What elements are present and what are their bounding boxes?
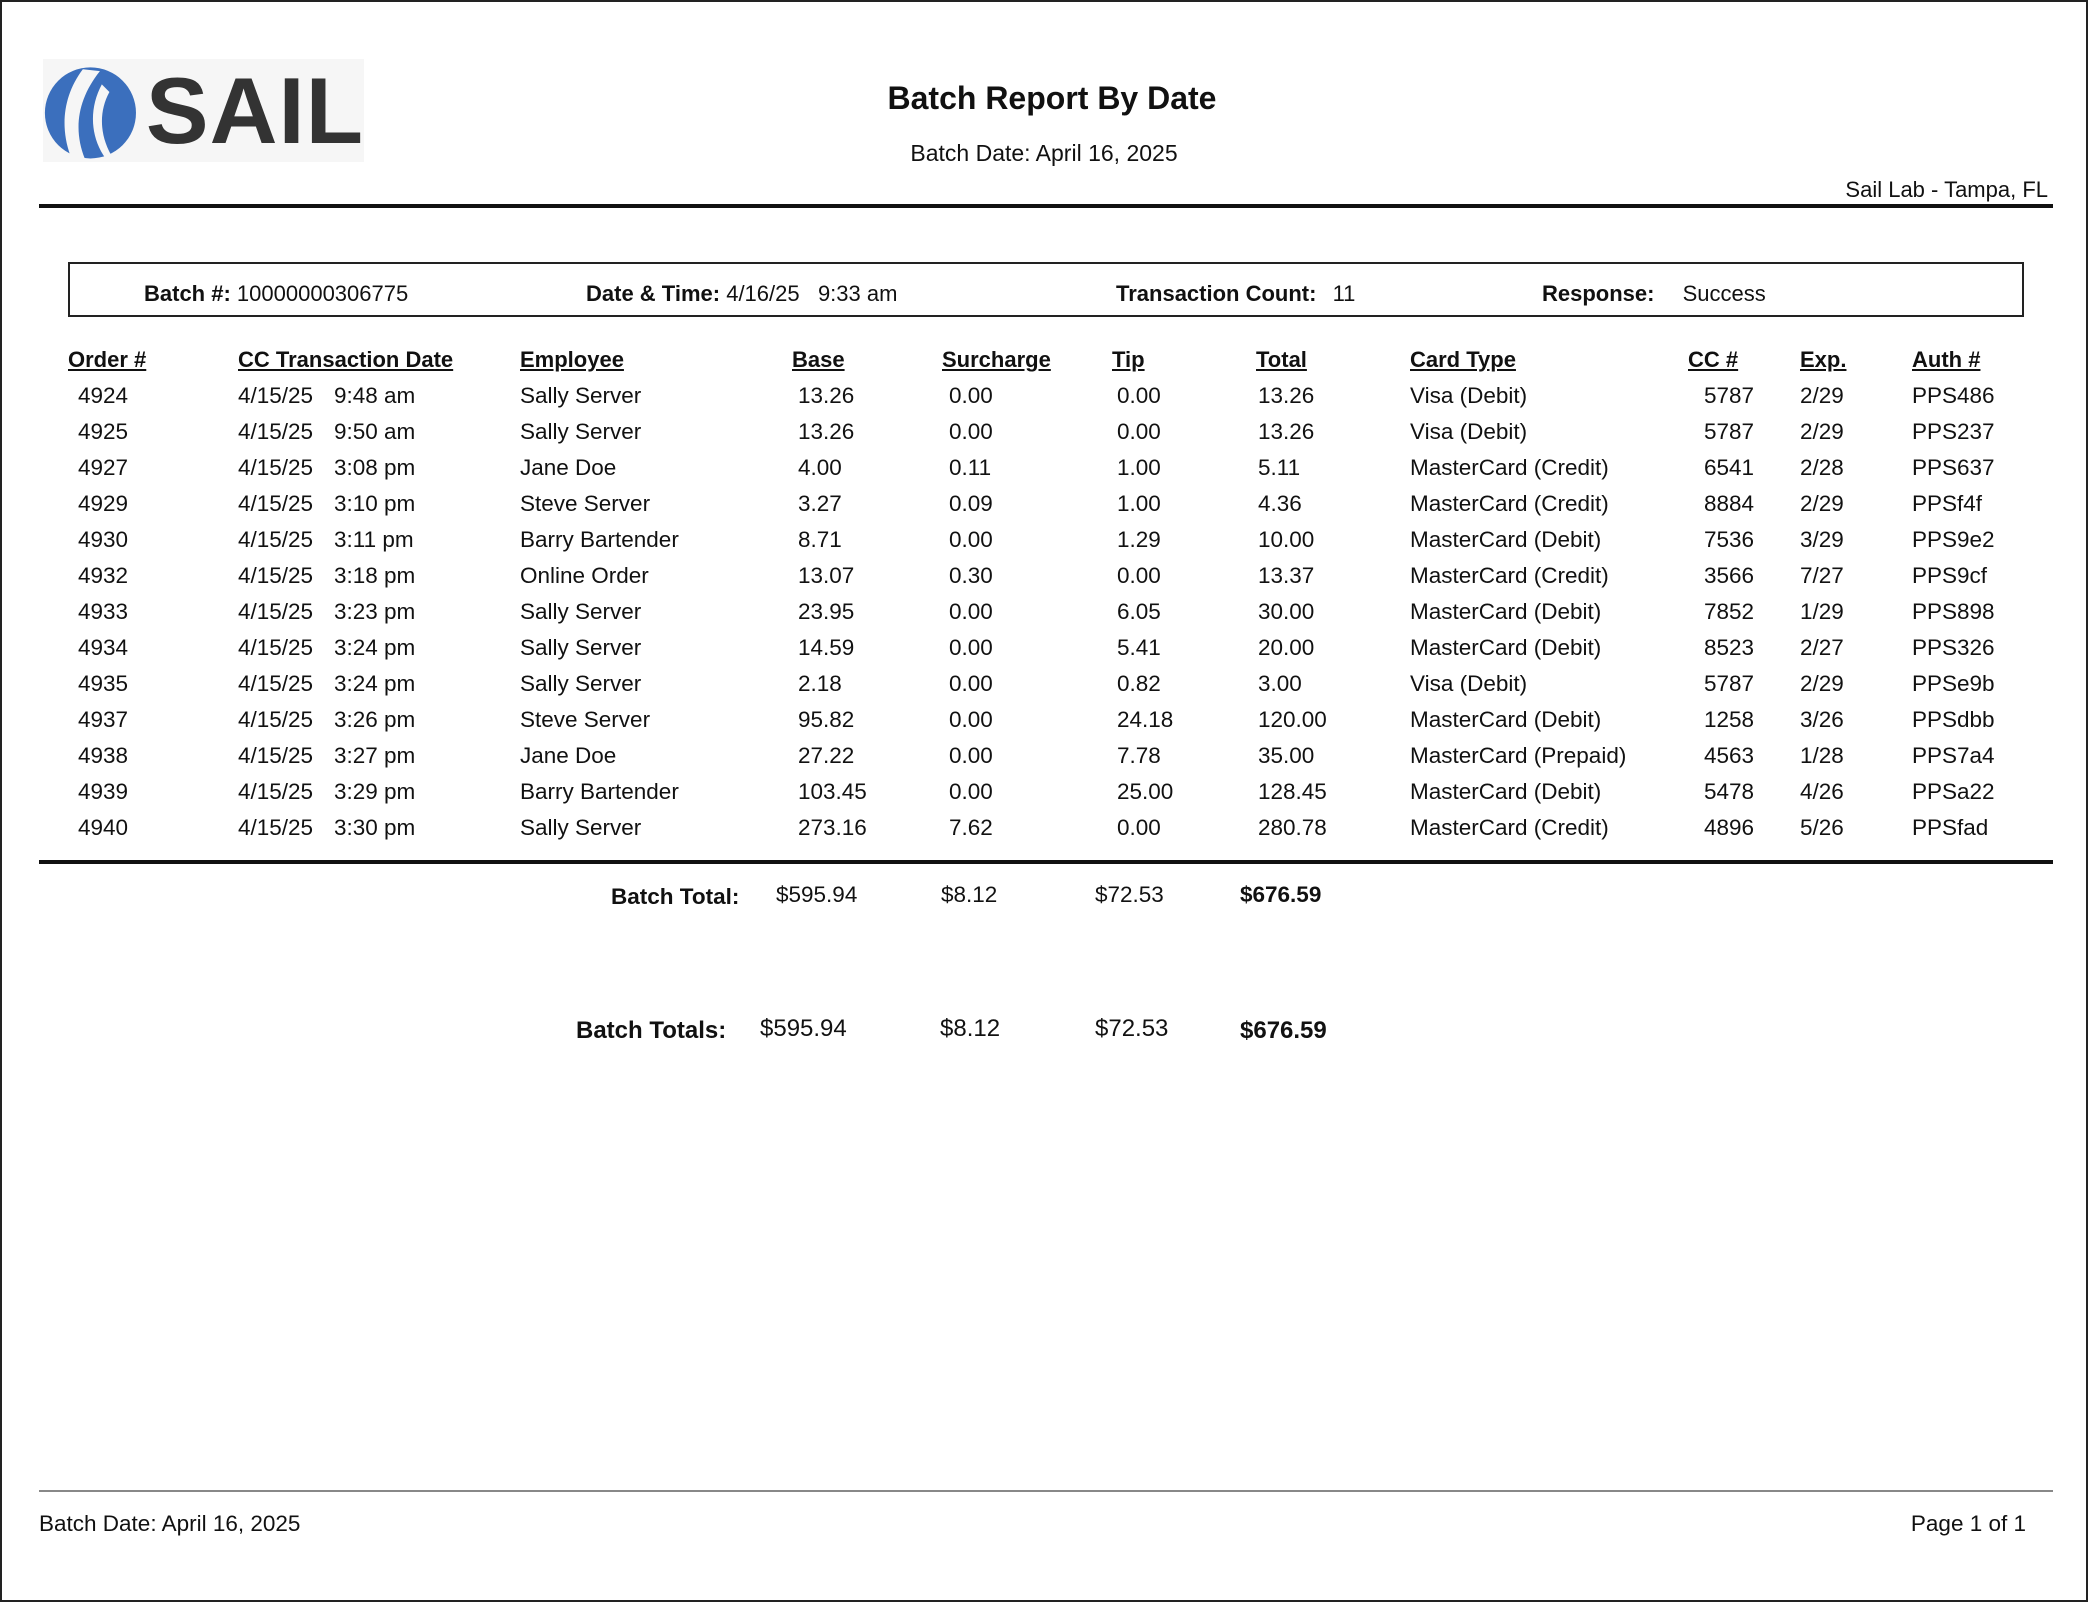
table-row: [2, 635, 2086, 671]
batch-datetime-value: 4/16/25 9:33 am: [726, 281, 898, 306]
row-base: 13.07: [798, 563, 855, 588]
row-total: 13.37: [1258, 563, 1315, 588]
row-base: 273.16: [798, 815, 867, 840]
batch-total-surcharge: $8.12: [941, 882, 998, 907]
row-surcharge: 0.09: [949, 491, 993, 516]
row-tip: 0.00: [1117, 419, 1161, 444]
row-employee: Steve Server: [520, 491, 651, 516]
table-row: [2, 671, 2086, 707]
row-total: 35.00: [1258, 743, 1315, 768]
batch-total-tip: $72.53: [1095, 882, 1164, 907]
transaction-count: [1116, 281, 1355, 307]
table-row: [2, 599, 2086, 635]
header-divider: [39, 204, 2053, 208]
row-time: 9:48 am: [334, 383, 416, 408]
row-total: 10.00: [1258, 527, 1315, 552]
location-label: Sail Lab - Tampa, FL: [1845, 177, 2048, 202]
row-tip: 6.05: [1117, 599, 1161, 624]
batch-totals-surcharge: $8.12: [940, 1015, 1001, 1042]
row-order: 4934: [78, 635, 129, 660]
row-exp: 3/29: [1800, 527, 1844, 552]
row-cc: 5478: [1704, 779, 1755, 804]
row-card-type: MasterCard (Credit): [1410, 563, 1609, 588]
row-card-type: MasterCard (Debit): [1410, 599, 1602, 624]
row-tip: 1.00: [1117, 455, 1161, 480]
row-base: 23.95: [798, 599, 855, 624]
row-base: 13.26: [798, 419, 855, 444]
row-tip: 24.18: [1117, 707, 1174, 732]
row-surcharge: 0.00: [949, 383, 993, 408]
row-card-type: Visa (Debit): [1410, 383, 1528, 408]
table-row: [2, 743, 2086, 779]
batch-response-label: Response:: [1542, 281, 1655, 306]
row-time: 3:24 pm: [334, 671, 416, 696]
batch-total-total: $676.59: [1240, 882, 1322, 907]
row-surcharge: 0.00: [949, 743, 993, 768]
row-order: 4940: [78, 815, 129, 840]
row-date: 4/15/25: [238, 419, 314, 444]
row-order: 4929: [78, 491, 129, 516]
row-tip: 0.00: [1117, 815, 1161, 840]
row-time: 3:24 pm: [334, 635, 416, 660]
row-tip: 1.00: [1117, 491, 1161, 516]
row-auth: PPSe9b: [1912, 671, 1995, 696]
row-card-type: MasterCard (Debit): [1410, 779, 1602, 804]
batch-number-label: Batch #:: [144, 281, 231, 306]
row-cc: 5787: [1704, 419, 1755, 444]
row-auth: PPS9cf: [1912, 563, 1988, 588]
row-time: 3:11 pm: [334, 527, 414, 552]
batch-datetime: [586, 281, 897, 307]
row-exp: 2/27: [1800, 635, 1844, 660]
row-total: 13.26: [1258, 383, 1315, 408]
row-surcharge: 0.00: [949, 671, 993, 696]
table-row: [2, 491, 2086, 527]
footer-divider: [39, 1490, 2053, 1492]
row-date: 4/15/25: [238, 743, 314, 768]
row-auth: PPSa22: [1912, 779, 1995, 804]
row-tip: 1.29: [1117, 527, 1161, 552]
row-tip: 0.00: [1117, 383, 1161, 408]
row-employee: Jane Doe: [520, 455, 617, 480]
row-total: 13.26: [1258, 419, 1315, 444]
row-surcharge: 0.00: [949, 599, 993, 624]
row-card-type: Visa (Debit): [1410, 671, 1528, 696]
row-total: 30.00: [1258, 599, 1315, 624]
row-time: 3:30 pm: [334, 815, 416, 840]
batch-number: [144, 281, 408, 307]
row-employee: Sally Server: [520, 671, 642, 696]
row-employee: Sally Server: [520, 599, 642, 624]
row-order: 4937: [78, 707, 129, 732]
row-date: 4/15/25: [238, 491, 314, 516]
transaction-count-label: Transaction Count:: [1116, 281, 1317, 306]
row-surcharge: 7.62: [949, 815, 993, 840]
row-card-type: MasterCard (Credit): [1410, 455, 1609, 480]
row-tip: 0.00: [1117, 563, 1161, 588]
row-card-type: MasterCard (Prepaid): [1410, 743, 1627, 768]
row-exp: 2/29: [1800, 491, 1844, 516]
row-auth: PPS326: [1912, 635, 1995, 660]
row-card-type: Visa (Debit): [1410, 419, 1528, 444]
row-base: 27.22: [798, 743, 855, 768]
row-date: 4/15/25: [238, 779, 314, 804]
row-base: 4.00: [798, 455, 842, 480]
row-date: 4/15/25: [238, 815, 314, 840]
row-date: 4/15/25: [238, 383, 314, 408]
row-cc: 4896: [1704, 815, 1755, 840]
row-employee: Online Order: [520, 563, 649, 588]
row-exp: 7/27: [1800, 563, 1844, 588]
row-surcharge: 0.00: [949, 635, 993, 660]
row-auth: PPS637: [1912, 455, 1995, 480]
table-row: [2, 527, 2086, 563]
row-cc: 4563: [1704, 743, 1755, 768]
row-total: 4.36: [1258, 491, 1302, 516]
table-row: [2, 455, 2086, 491]
row-tip: 5.41: [1117, 635, 1161, 660]
table-row: [2, 563, 2086, 599]
table-row: [2, 383, 2086, 419]
row-employee: Barry Bartender: [520, 527, 679, 552]
row-auth: PPS486: [1912, 383, 1995, 408]
col-header-base: Base: [792, 347, 845, 372]
footer-page-number: Page 1 of 1: [1910, 1511, 2026, 1536]
row-date: 4/15/25: [238, 527, 314, 552]
row-order: 4924: [78, 383, 129, 408]
col-header-tip: Tip: [1112, 347, 1145, 372]
col-header-card-type: Card Type: [1410, 347, 1516, 372]
row-cc: 7852: [1704, 599, 1755, 624]
row-base: 103.45: [798, 779, 867, 804]
row-exp: 2/29: [1800, 671, 1844, 696]
row-tip: 0.82: [1117, 671, 1161, 696]
col-header-order: Order #: [68, 347, 147, 372]
row-cc: 1258: [1704, 707, 1755, 732]
row-surcharge: 0.00: [949, 779, 993, 804]
row-auth: PPSdbb: [1912, 707, 1995, 732]
row-card-type: MasterCard (Debit): [1410, 707, 1602, 732]
row-base: 3.27: [798, 491, 842, 516]
row-employee: Sally Server: [520, 635, 642, 660]
row-employee: Sally Server: [520, 815, 642, 840]
row-card-type: MasterCard (Credit): [1410, 815, 1609, 840]
row-tip: 25.00: [1117, 779, 1174, 804]
row-card-type: MasterCard (Credit): [1410, 491, 1609, 516]
row-cc: 7536: [1704, 527, 1755, 552]
row-time: 9:50 am: [334, 419, 416, 444]
row-date: 4/15/25: [238, 563, 314, 588]
row-base: 8.71: [798, 527, 842, 552]
row-order: 4939: [78, 779, 129, 804]
row-order: 4932: [78, 563, 129, 588]
row-card-type: MasterCard (Debit): [1410, 635, 1602, 660]
row-employee: Sally Server: [520, 419, 642, 444]
row-employee: Steve Server: [520, 707, 651, 732]
report-batch-date: Batch Date: April 16, 2025: [910, 140, 1178, 166]
row-exp: 1/28: [1800, 743, 1844, 768]
row-base: 2.18: [798, 671, 842, 696]
table-row: [2, 419, 2086, 455]
batch-totals-tip: $72.53: [1095, 1015, 1169, 1042]
row-surcharge: 0.11: [949, 455, 992, 480]
row-employee: Barry Bartender: [520, 779, 679, 804]
row-total: 3.00: [1258, 671, 1302, 696]
row-base: 13.26: [798, 383, 855, 408]
row-total: 120.00: [1258, 707, 1327, 732]
row-time: 3:10 pm: [334, 491, 416, 516]
row-order: 4933: [78, 599, 129, 624]
row-date: 4/15/25: [238, 599, 314, 624]
row-total: 280.78: [1258, 815, 1327, 840]
row-cc: 8884: [1704, 491, 1755, 516]
row-auth: PPS9e2: [1912, 527, 1995, 552]
row-auth: PPS898: [1912, 599, 1995, 624]
batch-total-base: $595.94: [776, 882, 858, 907]
batch-totals-total: $676.59: [1240, 1017, 1327, 1044]
transaction-count-value: 11: [1332, 281, 1356, 306]
row-exp: 2/29: [1800, 419, 1844, 444]
batch-number-value: 10000000306775: [236, 281, 409, 306]
report-title: Batch Report By Date: [887, 80, 1217, 116]
row-time: 3:23 pm: [334, 599, 416, 624]
row-total: 5.11: [1258, 455, 1301, 480]
col-header-exp: Exp.: [1800, 347, 1847, 372]
row-exp: 2/29: [1800, 383, 1844, 408]
row-exp: 5/26: [1800, 815, 1844, 840]
row-cc: 3566: [1704, 563, 1755, 588]
row-time: 3:29 pm: [334, 779, 416, 804]
batch-datetime-label: Date & Time:: [586, 281, 721, 306]
row-auth: PPSfad: [1912, 815, 1989, 840]
table-bottom-divider: [39, 860, 2053, 864]
row-auth: PPSf4f: [1912, 491, 1983, 516]
row-date: 4/15/25: [238, 455, 314, 480]
row-total: 128.45: [1258, 779, 1327, 804]
batch-info-box: [68, 262, 2024, 317]
row-exp: 2/28: [1800, 455, 1844, 480]
row-order: 4930: [78, 527, 129, 552]
row-time: 3:18 pm: [334, 563, 416, 588]
col-header-cc: CC #: [1688, 347, 1739, 372]
row-date: 4/15/25: [238, 707, 314, 732]
table-row: [2, 815, 2086, 851]
row-surcharge: 0.30: [949, 563, 993, 588]
row-surcharge: 0.00: [949, 419, 993, 444]
row-auth: PPS7a4: [1912, 743, 1995, 768]
row-order: 4927: [78, 455, 129, 480]
footer-batch-date: Batch Date: April 16, 2025: [39, 1511, 301, 1536]
table-row: [2, 779, 2086, 815]
col-header-surcharge: Surcharge: [942, 347, 1051, 372]
row-date: 4/15/25: [238, 635, 314, 660]
col-header-employee: Employee: [520, 347, 624, 372]
batch-response-value: Success: [1682, 281, 1766, 306]
batch-totals-base: $595.94: [760, 1015, 847, 1042]
row-order: 4925: [78, 419, 129, 444]
row-cc: 5787: [1704, 383, 1755, 408]
batch-total-label: Batch Total:: [611, 884, 740, 909]
row-time: 3:08 pm: [334, 455, 416, 480]
batch-totals-label: Batch Totals:: [576, 1017, 727, 1044]
row-surcharge: 0.00: [949, 707, 993, 732]
row-exp: 4/26: [1800, 779, 1844, 804]
batch-response: [1542, 281, 1766, 307]
row-exp: 3/26: [1800, 707, 1844, 732]
row-order: 4935: [78, 671, 129, 696]
row-card-type: MasterCard (Debit): [1410, 527, 1602, 552]
row-surcharge: 0.00: [949, 527, 993, 552]
row-total: 20.00: [1258, 635, 1315, 660]
row-exp: 1/29: [1800, 599, 1844, 624]
row-time: 3:26 pm: [334, 707, 416, 732]
logo-text: SAIL: [145, 57, 364, 163]
row-order: 4938: [78, 743, 129, 768]
row-cc: 6541: [1704, 455, 1755, 480]
row-employee: Sally Server: [520, 383, 642, 408]
row-base: 14.59: [798, 635, 855, 660]
row-date: 4/15/25: [238, 671, 314, 696]
row-auth: PPS237: [1912, 419, 1995, 444]
col-header-auth: Auth #: [1912, 347, 1981, 372]
table-row: [2, 707, 2086, 743]
row-cc: 5787: [1704, 671, 1755, 696]
row-employee: Jane Doe: [520, 743, 617, 768]
col-header-total: Total: [1256, 347, 1307, 372]
row-time: 3:27 pm: [334, 743, 416, 768]
col-header-date: CC Transaction Date: [238, 347, 454, 372]
row-base: 95.82: [798, 707, 855, 732]
row-tip: 7.78: [1117, 743, 1161, 768]
row-cc: 8523: [1704, 635, 1755, 660]
